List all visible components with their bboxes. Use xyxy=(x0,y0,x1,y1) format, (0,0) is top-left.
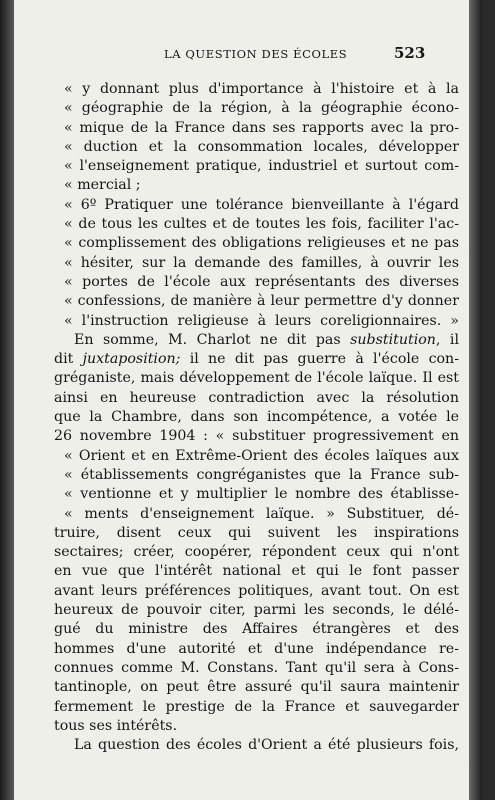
text-line: « duction et la consommation locales, développer xyxy=(64,138,459,155)
text-line: « confessions, de manière à leur permettre d'y donner xyxy=(64,293,459,310)
text-line: « mercial ; xyxy=(64,177,141,194)
text-line: avant leurs préférences politiques, avant tout. On est xyxy=(54,582,459,599)
text-line: « y donnant plus d'importance à l'histoire et à la xyxy=(64,81,459,97)
text-line: gréganiste, mais développement de l'école laïque. Il est xyxy=(54,370,459,387)
italic-term: juxtaposition; xyxy=(82,351,181,368)
text-line: « ments d'enseignement laïque. » Substituer, dé- xyxy=(64,505,459,522)
text-line: « complissement des obligations religieuses et ne pas xyxy=(64,235,459,252)
text-line: « hésiter, sur la demande des familles, à ouvrir les xyxy=(64,254,459,271)
text-line: « ventionne et y multiplier le nombre des établisse- xyxy=(64,486,459,503)
book-spine-shadow xyxy=(0,0,14,800)
running-head: LA QUESTION DES ÉCOLES xyxy=(164,47,348,61)
text-line xyxy=(54,350,459,369)
text-line: gué du ministre des Affaires étrangères et des xyxy=(54,621,459,638)
text-line: 26 novembre 1904 : « substituer progressivement en xyxy=(54,428,459,445)
text-line: fermement le prestige de la France et sauvegarder xyxy=(54,698,459,715)
text-line: « portes de l'école aux représentants des diverses xyxy=(64,273,459,290)
text-line: « mique de la France dans ses rapports avec la pro- xyxy=(64,119,459,136)
body-text xyxy=(54,80,459,755)
text-line: tantinople, on peut être assuré qu'il saura maintenir xyxy=(54,679,459,696)
text-line: « géographie de la région, à la géographie écono- xyxy=(64,100,459,117)
text-line: tous ses intérêts. xyxy=(54,717,178,734)
text-line: heureux de pouvoir citer, parmi les seconds, le délé- xyxy=(54,602,459,619)
text-line: « de tous les cultes et de toutes les fois, faciliter l'ac- xyxy=(64,216,459,233)
text-line: hommes d'une autorité et d'une indépendance re- xyxy=(54,640,459,657)
italic-term: substitution xyxy=(350,331,436,348)
text-line: en vue que l'intérêt national et qui le font passer xyxy=(54,563,459,580)
text-line: ainsi en heureuse contradiction avec la résolution xyxy=(54,389,459,406)
text-run: , il xyxy=(435,331,459,348)
text-line: « l'enseignement pratique, industriel et surtout com- xyxy=(64,158,459,175)
page-edge-shadow xyxy=(469,0,482,800)
text-line: « 6º Pratiquer une tolérance bienveillante à l'égard xyxy=(64,196,459,213)
text-line: sectaires; créer, coopérer, répondent ceux qui n'ont xyxy=(54,544,459,561)
page-number: 523 xyxy=(394,44,426,62)
text-line: « Orient et en Extrême-Orient des écoles laïques aux xyxy=(64,447,459,464)
page-header xyxy=(14,45,482,69)
text-run: En somme, M. Charlot ne dit pas xyxy=(74,331,351,348)
text-run: dit xyxy=(54,351,83,368)
text-line: « établissements congréganistes que la France sub- xyxy=(64,466,459,483)
book-page xyxy=(14,0,482,800)
text-line: connues comme M. Constans. Tant qu'il sera à Cons- xyxy=(54,659,459,676)
text-run: il ne dit pas guerre à l'école con- xyxy=(180,351,459,368)
text-line: truire, disent ceux qui suivent les inspirations xyxy=(54,524,459,541)
text-line: « l'instruction religieuse à leurs coreligionnaires. » xyxy=(64,312,459,329)
text-line: que la Chambre, dans son incompétence, a votée le xyxy=(54,409,459,426)
text-line xyxy=(54,331,459,350)
text-line: La question des écoles d'Orient a été plusieurs fois, xyxy=(74,737,459,754)
